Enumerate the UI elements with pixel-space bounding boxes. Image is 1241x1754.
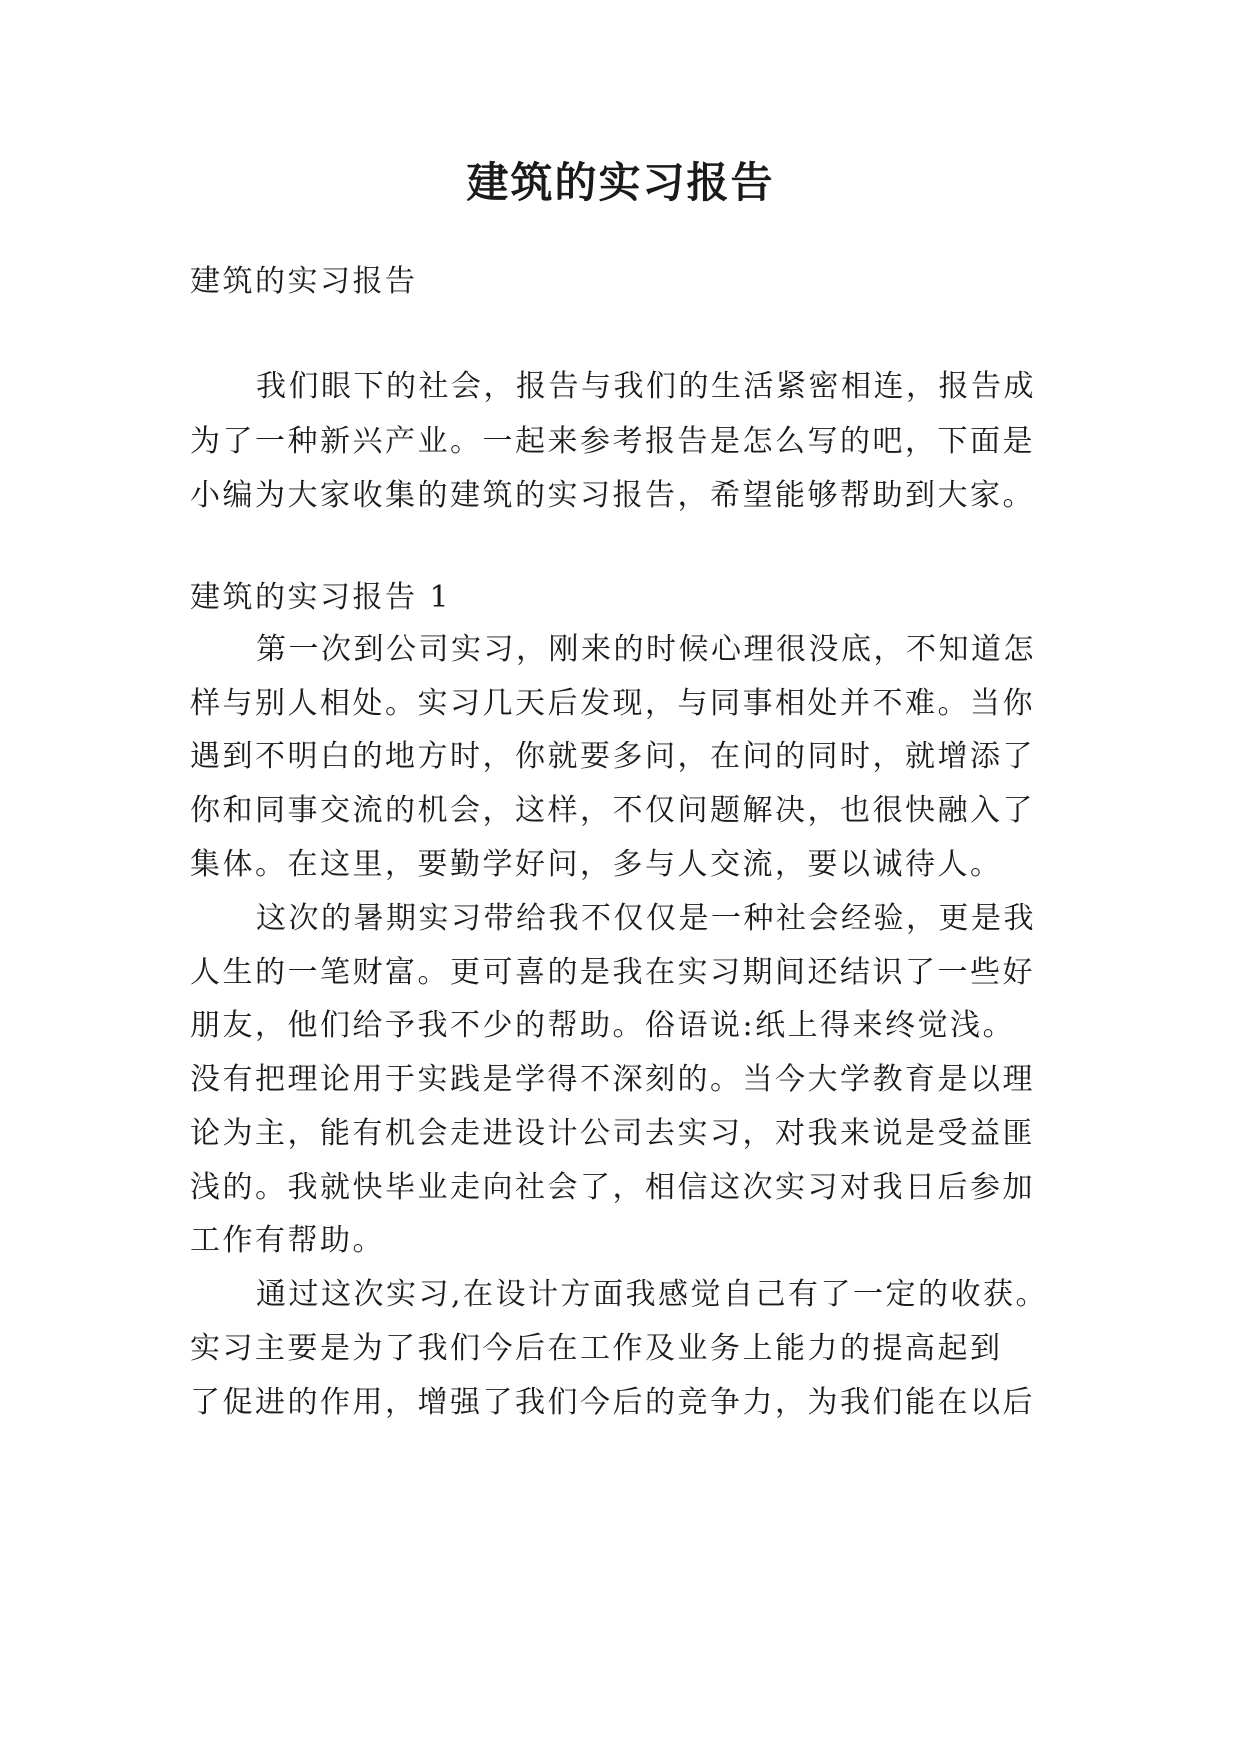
section-heading: 建筑的实习报告 1	[190, 580, 452, 615]
paragraph-line: 浅的。我就快毕业走向社会了，相信这次实习对我日后参加	[190, 1170, 1035, 1205]
paragraph-line: 第一次到公司实习，刚来的时候心理很没底，不知道怎	[256, 632, 1036, 667]
paragraph-line: 这次的暑期实习带给我不仅仅是一种社会经验，更是我	[256, 901, 1036, 936]
paragraph-line: 你和同事交流的机会，这样，不仅问题解决，也很快融入了	[190, 793, 1035, 828]
paragraph-line: 遇到不明白的地方时，你就要多问，在问的同时，就增添了	[190, 739, 1035, 774]
document-subtitle: 建筑的实习报告	[190, 264, 418, 299]
paragraph-line: 通过这次实习,在设计方面我感觉自己有了一定的收获。	[256, 1277, 1049, 1312]
paragraph-line: 实习主要是为了我们今后在工作及业务上能力的提高起到	[190, 1331, 1003, 1366]
paragraph-line: 了促进的作用，增强了我们今后的竞争力，为我们能在以后	[190, 1385, 1035, 1420]
document-title: 建筑的实习报告	[466, 158, 775, 207]
intro-line: 我们眼下的社会，报告与我们的生活紧密相连，报告成	[256, 369, 1036, 404]
paragraph-line: 集体。在这里，要勤学好问，多与人交流，要以诚待人。	[190, 847, 1003, 882]
intro-line: 小编为大家收集的建筑的实习报告，希望能够帮助到大家。	[190, 478, 1035, 513]
paragraph-line: 朋友，他们给予我不少的帮助。俗语说:纸上得来终觉浅。	[190, 1008, 1016, 1043]
paragraph-line: 没有把理论用于实践是学得不深刻的。当今大学教育是以理	[190, 1062, 1035, 1097]
intro-line: 为了一种新兴产业。一起来参考报告是怎么写的吧，下面是	[190, 424, 1035, 459]
paragraph-line: 人生的一笔财富。更可喜的是我在实习期间还结识了一些好	[190, 955, 1035, 990]
paragraph-line: 样与别人相处。实习几天后发现，与同事相处并不难。当你	[190, 686, 1035, 721]
paragraph-line: 工作有帮助。	[190, 1223, 385, 1258]
paragraph-line: 论为主，能有机会走进设计公司去实习，对我来说是受益匪	[190, 1116, 1035, 1151]
